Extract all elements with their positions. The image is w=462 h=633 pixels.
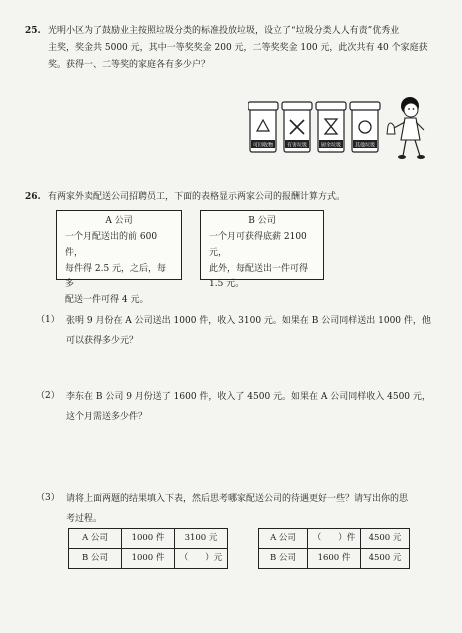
table-row (69, 529, 228, 549)
table-cell: 1600 件 (308, 549, 361, 569)
bin-label-other: 其他垃圾 (354, 142, 376, 149)
sub-question-2-line-1: 李东在 B 公司 9 月份送了 1600 件，收入了 4500 元。如果在 A 公司同样收入 4500 元， (66, 392, 431, 402)
question-25-line-2: 主奖，奖金共 5000 元，其中一等奖奖金 200 元，二等奖奖金 100 元，此次共有 40 个家庭获 (48, 43, 428, 54)
sub-question-3-line-2: 考过程。 (66, 513, 103, 524)
question-25-number: 25. (25, 26, 41, 36)
sub-question-2-label: （2） (36, 391, 60, 401)
table-cell: B 公司 (259, 549, 308, 569)
bin-label-hazardous: 有害垃圾 (286, 142, 308, 149)
company-a-line-3: 配送一件可得 4 元。 (65, 295, 149, 306)
company-b-title: B 公司 (248, 216, 276, 226)
table-cell: 1000 件 (122, 529, 175, 549)
bin-kitchen (316, 102, 346, 152)
table-row (259, 549, 410, 569)
table-cell: 1000 件 (122, 549, 175, 569)
sub-question-3-label: （3） (36, 493, 60, 503)
question-25-line-1: 光明小区为了鼓励业主按照垃圾分类的标准投放垃圾，设立了“垃圾分类人人有责”优秀业 (48, 26, 400, 36)
company-b-line-2: 此外，每配送出一件可得 (209, 263, 309, 274)
table-cell: B 公司 (69, 549, 122, 569)
sub-question-1-line-1: 张明 9 月份在 A 公司送出 1000 件，收入 3100 元。如果在 B 公司同样送出 1000 件，他 (66, 316, 431, 326)
table-cell: 4500 元 (361, 529, 410, 549)
table-row (259, 529, 410, 549)
table-cell: 3100 元 (175, 529, 228, 549)
question-26-number: 26. (25, 192, 41, 202)
sub-question-2-line-2: 这个月需送多少件？ (66, 411, 148, 422)
table-cell[interactable]: （ ）元 (175, 549, 228, 569)
company-a-line-2: 每件得 2.5 元，之后，每多 (65, 263, 167, 290)
bin-label-recyclable: 可回收物 (252, 142, 274, 149)
company-a-line-1: 一个月配送出的前 600 件， (65, 232, 158, 258)
sub-question-1-line-2: 可以获得多少元？ (66, 335, 139, 346)
bin-other (350, 102, 380, 152)
bin-hazardous (282, 102, 312, 152)
question-25-text (48, 23, 428, 74)
question-25-line-3: 奖。获得一、二等奖的家庭各有多少户？ (48, 60, 211, 71)
company-b-line-1: 一个月可获得底薪 2100 元， (209, 232, 307, 258)
company-b-box (200, 210, 324, 290)
table-cell: 4500 元 (361, 549, 410, 569)
sub-question-3-text (66, 490, 436, 530)
sub-question-2-text (66, 388, 436, 428)
company-b-line-3: 1.5 元。 (209, 279, 245, 290)
table-cell: A 公司 (69, 529, 122, 549)
table-row (69, 549, 228, 569)
result-table-2 (258, 528, 410, 569)
garbage-bins-illustration (248, 96, 438, 166)
sub-question-3-line-1: 请将上面两题的结果填入下表，然后思考哪家配送公司的待遇更好一些？请写出你的思 (66, 494, 409, 504)
table-cell: A 公司 (259, 529, 308, 549)
bin-recyclable (248, 102, 278, 152)
result-table-1 (68, 528, 228, 569)
sub-question-1-label: （1） (36, 315, 60, 325)
table-cell[interactable]: （ ）件 (308, 529, 361, 549)
company-a-title: A 公司 (105, 216, 133, 226)
company-a-box (56, 210, 182, 306)
question-26-intro: 有两家外卖配送公司招聘员工，下面的表格显示两家公司的报酬计算方式。 (48, 192, 346, 202)
bin-label-kitchen: 厨余垃圾 (320, 142, 342, 149)
girl-with-bag-icon (387, 97, 425, 159)
sub-question-1-text (66, 312, 436, 352)
